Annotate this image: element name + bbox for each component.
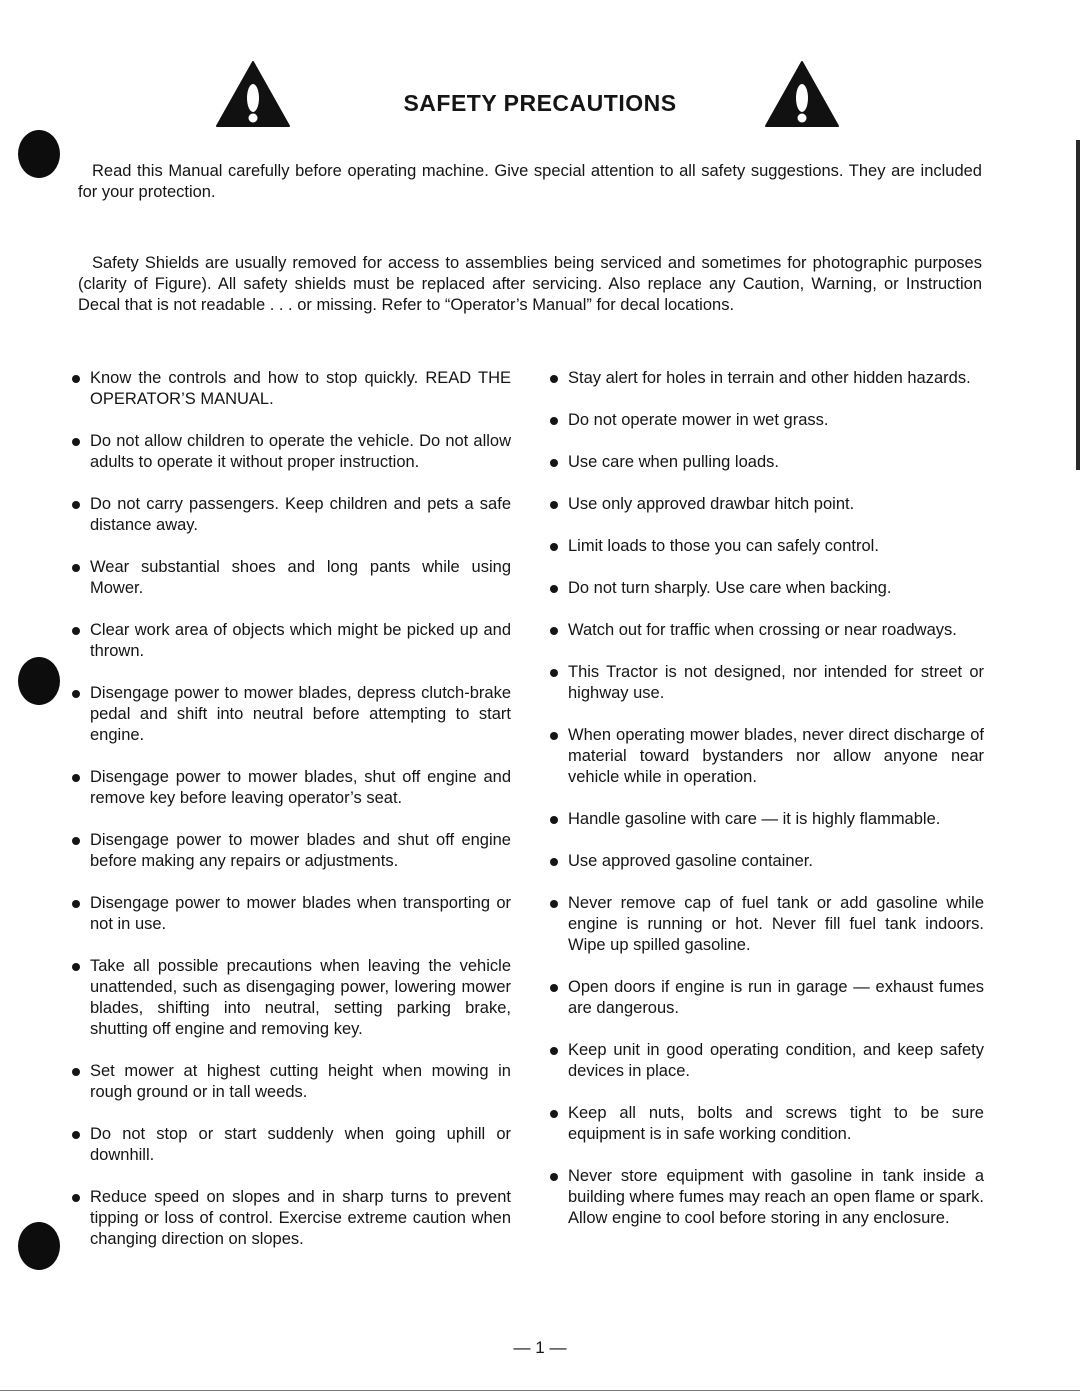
list-item: When operating mower blades, never direct discharge of material toward bystanders nor allow anyone near vehicle while in operation.	[548, 725, 984, 788]
list-item: Use care when pulling loads.	[548, 452, 984, 473]
right-precautions-list	[548, 368, 984, 1250]
warning-triangle-icon	[215, 60, 291, 128]
list-item: Keep unit in good operating condition, and keep safety devices in place.	[548, 1040, 984, 1082]
list-item: Never remove cap of fuel tank or add gasoline while engine is running or hot. Never fill fuel tank indoors. Wipe up spilled gasoline.	[548, 893, 984, 956]
list-item: Do not stop or start suddenly when going uphill or downhill.	[70, 1124, 511, 1166]
list-item: Wear substantial shoes and long pants while using Mower.	[70, 557, 511, 599]
punch-hole	[18, 130, 60, 178]
list-item: Clear work area of objects which might be picked up and thrown.	[70, 620, 511, 662]
page-edge-rule	[0, 1390, 1080, 1391]
list-item: Set mower at highest cutting height when mowing in rough ground or in tall weeds.	[70, 1061, 511, 1103]
list-item: Stay alert for holes in terrain and other hidden hazards.	[548, 368, 984, 389]
punch-hole	[18, 1222, 60, 1270]
list-item: Disengage power to mower blades and shut off engine before making any repairs or adjustments.	[70, 830, 511, 872]
list-item: Watch out for traffic when crossing or near roadways.	[548, 620, 984, 641]
scan-edge-mark	[1076, 140, 1080, 470]
list-item: Do not allow children to operate the vehicle. Do not allow adults to operate it without proper instruction.	[70, 431, 511, 473]
list-item: Handle gasoline with care — it is highly flammable.	[548, 809, 984, 830]
page-number: — 1 —	[513, 1338, 567, 1357]
left-precautions-list	[70, 368, 511, 1271]
list-item: Take all possible precautions when leaving the vehicle unattended, such as disengaging power, lowering mower blades, shifting into neutral, setting parking brake, shutting off engine and removing key.	[70, 956, 511, 1040]
list-item: Know the controls and how to stop quickly. READ THE OPERATOR’S MANUAL.	[70, 368, 511, 410]
shields-paragraph: Safety Shields are usually removed for access to assemblies being serviced and sometimes for photographic purposes (clarity of Figure). All safety shields must be replaced after servicing. Also replace any Caution, Warning, or Instruction Decal that is not readable . . . or missing. Refer to “Operator’s Manual” for decal locations.	[78, 254, 982, 314]
list-item: Open doors if engine is run in garage — exhaust fumes are dangerous.	[548, 977, 984, 1019]
list-item: Do not carry passengers. Keep children and pets a safe distance away.	[70, 494, 511, 536]
list-item: Disengage power to mower blades when transporting or not in use.	[70, 893, 511, 935]
list-item: Do not turn sharply. Use care when backing.	[548, 578, 984, 599]
list-item: Disengage power to mower blades, depress clutch-brake pedal and shift into neutral before attempting to start engine.	[70, 683, 511, 746]
list-item: Reduce speed on slopes and in sharp turns to prevent tipping or loss of control. Exercise extreme caution when changing direction on slopes.	[70, 1187, 511, 1250]
page-title: SAFETY PRECAUTIONS	[403, 90, 677, 116]
list-item: Do not operate mower in wet grass.	[548, 410, 984, 431]
list-item: This Tractor is not designed, nor intended for street or highway use.	[548, 662, 984, 704]
punch-hole	[18, 657, 60, 705]
list-item: Keep all nuts, bolts and screws tight to be sure equipment is in safe working condition.	[548, 1103, 984, 1145]
warning-triangle-icon	[764, 60, 840, 128]
intro-paragraph: Read this Manual carefully before operating machine. Give special attention to all safety suggestions. They are included for your protection.	[78, 162, 982, 201]
list-item: Use only approved drawbar hitch point.	[548, 494, 984, 515]
list-item: Disengage power to mower blades, shut off engine and remove key before leaving operator’s seat.	[70, 767, 511, 809]
list-item: Never store equipment with gasoline in tank inside a building where fumes may reach an open flame or spark. Allow engine to cool before storing in any enclosure.	[548, 1166, 984, 1229]
list-item: Use approved gasoline container.	[548, 851, 984, 872]
list-item: Limit loads to those you can safely control.	[548, 536, 984, 557]
